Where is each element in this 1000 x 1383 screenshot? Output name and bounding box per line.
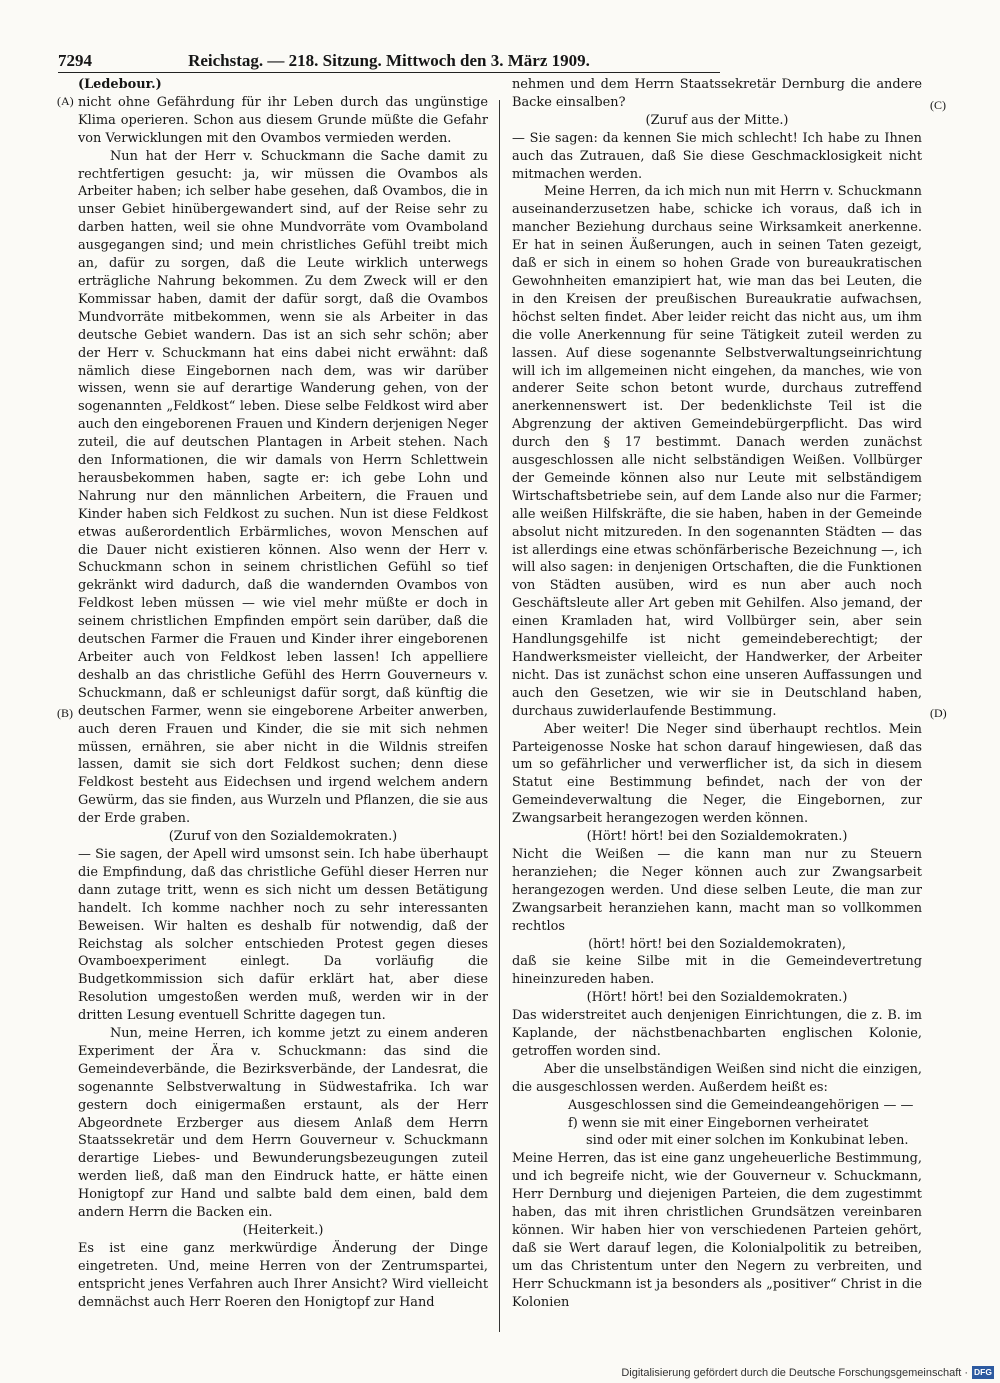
- paragraph: Ausgeschlossen sind die Gemeindeangehörigen — —: [568, 1097, 914, 1113]
- paragraph: (Hört! hört! bei den Sozialdemokraten.): [586, 990, 848, 1006]
- paragraph: (Zuruf aus der Mitte.): [645, 112, 789, 128]
- paragraph: Nun, meine Herren, ich komme jetzt zu einem anderen Experiment der Ära v. Schuckmann: das sind die Gemeindeverbände, die Bezirksverbände, der Landesrat, die sogenannte Selbstverwaltung in Südwestafrika. Ich war gestern doch einigermaßen erstaunt, als der Herr Abgeordnete Erzberger aus diesem Anlaß dem Herrn Staatssekretär und dem Herrn Gouverneur v. Schuckmann derartige Liebes- und Bewunderungsbezeugungen zuteil werden ließ, daß man den Eindruck hatte, er hätte einen Honigtopf zur Hand und salbte bald dem einen, bald dem andern Herrn die Backen ein.: [78, 1026, 488, 1221]
- paragraph: Nicht die Weißen — die kann man nur zu Steuern heranziehen; die Neger können auch zur Zwangsarbeit herangezogen werden. Und diese selben Leute, die man zur Zwangsarbeit heranziehen kann, macht man so vollkommen rechtlos: [512, 846, 922, 934]
- paragraph: (Heiterkeit.): [242, 1223, 324, 1238]
- paragraph: Meine Herren, das ist eine ganz ungeheuerliche Bestimmung, und ich begreife nicht, wie der Gouverneur v. Schuckmann, Herr Dernburg und diejenigen Parteien, die dem zugestimmt haben, das mit ihren christlichen Grundsätzen vereinbaren können. Wir haben hier von verschiedenen Parteien gehört, daß sie Wert darauf legen, die Kolonialpolitik zu betreiben, um das Christentum unter den Negern zu verbreiten, und Herr Schuckmann ist ja besonders als „positiver“ Christ in die Kolonien: [512, 1151, 922, 1310]
- paragraph: nehmen und dem Herrn Staatssekretär Dernburg die andere Backe einsalben?: [512, 77, 922, 110]
- column-divider: [499, 100, 500, 1332]
- paragraph: Es ist eine ganz merkwürdige Änderung der Dinge eingetreten. Und, meine Herren von der Zentrumspartei, entspricht jenes Verfahren auch Ihrer Ansicht? Wird vielleicht demnächst auch Herr Roeren den Honigtopf zur Hand: [78, 1240, 488, 1310]
- paragraph: sind oder mit einer solchen im Konkubinat leben.: [586, 1133, 909, 1149]
- margin-marker-a: (A): [57, 94, 74, 108]
- margin-marker-c: (C): [930, 98, 946, 112]
- running-header: [58, 50, 720, 73]
- paragraph: Aber die unselbständigen Weißen sind nicht die einzigen, die ausgeschlossen werden. Außerdem heißt es:: [512, 1061, 922, 1095]
- paragraph: (hört! hört! bei den Sozialdemokraten),: [588, 936, 846, 952]
- paragraph: (Ledebour.): [78, 77, 162, 92]
- paragraph: — Sie sagen, der Apell wird umsonst sein. Ich habe überhaupt die Empfindung, daß das christliche Gefühl dieser Herren nur dann zutage tritt, wenn es sich nicht um dessen Betätigung handelt. Ich komme nachher noch zu sehr interessanten Beweisen. Wir halten es deshalb für notwendig, daß der Reichstag als solcher entschieden Protest gegen dieses Ovamboexperiment einlegt. Da vorläufig die Budgetkommission sich dafür erklärt hat, aber diese Resolution umgestoßen werden muß, werden wir in der dritten Lesung eventuell Schritte dagegen tun.: [78, 846, 488, 1024]
- right-text-column: [512, 76, 922, 1356]
- paragraph: Meine Herren, da ich mich nun mit Herrn v. Schuckmann auseinanderzusetzen habe, schicke ich voraus, daß ich in mancher Beziehung durchaus seine Wirksamkeit anerkenne. Er hat in seinen Äußerungen, auch in seinen Taten gezeigt, daß er sich in einem so hohen Grade von bureaukratischen Gewohnheiten emanzipiert hat, wie man das bei Leuten, die in den Kreisen der preußischen Bureaukratie aufwachsen, höchst selten findet. Aber leider reicht das nicht aus, um ihm die volle Anerkennung für seine Tätigkeit zuteil werden zu lassen. Auf diese sogenannte Selbstverwaltungseinrichtung will ich im allgemeinen nicht eingehen, da manches, wie von anderer Seite schon betont wurde, durchaus zutreffend anerkennenswert ist. Der bedenklichste Teil ist die Abgrenzung der aktiven Gemeindebürgerpflicht. Das wird durch den § 17 bestimmt. Danach werden zunächst ausgeschlossen alle nicht selbständigen Weißen. Vollbürger der Gemeinde können also nur Leute mit selbständigem Wirtschaftsbetriebe sein, auf dem Lande also nur die Farmer; alle weißen Hilfskräfte, die sie haben, haben in der Gemeinde absolut nicht mitzureden. In den sogenannten Städten — das ist allerdings eine etwas schönfärberische Bezeichnung —, ich will also sagen: in denjenigen Ortschaften, die die Funktionen von Städten ausüben, wird es nun aber auch noch Geschäftsleute aller Art geben mit Gehilfen. Also jemand, der einen Kramladen hat, wird Vollbürger sein, aber sein Handlungsgehilfe ist nicht gemeindeberechtigt; der Handwerksmeister vielleicht, der Handwerker, der Arbeiter nicht. Das ist zunächst schon eine unseren Auffassungen und auch den Gesetzen, wie wir sie in Deutschland haben, durchaus zuwiderlaufende Bestimmung.: [512, 184, 922, 719]
- running-title: Reichstag. — 218. Sitzung. Mittwoch den 3. März 1909.: [188, 51, 590, 70]
- dfg-logo-icon: DFG: [974, 1367, 992, 1377]
- left-text-column: [78, 76, 488, 1356]
- paragraph: (Zuruf von den Sozialdemokraten.): [168, 829, 398, 845]
- margin-marker-b: (B): [57, 706, 73, 720]
- paragraph: nicht ohne Gefährdung für ihr Leben durch das ungünstige Klima operieren. Schon aus diesem Grunde müßte die Gefahr von Verwicklungen mit den Ovambos vermieden werden.: [78, 94, 488, 146]
- paragraph: Nun hat der Herr v. Schuckmann die Sache damit zu rechtfertigen gesucht: ja, wir müssen die Ovambos als Arbeiter haben; ich selber habe gesehen, daß Ovambos, die in unser Gebiet hinübergewandert sind, auf der Reise sehr zu darben hatten, weil sie ohne Mundvorräte vom Ovamboland ausgegangen sind; und mein christliches Gefühl treibt mich an, dafür zu sorgen, daß die Leute wirklich unterwegs erträgliche Nahrung bekommen. Zu dem Zweck will er den Kommissar haben, damit der dafür sorgt, daß die Ovambos Mundvorräte mitbekommen, wenn sie als Arbeiter in das deutsche Gebiet wandern. Das ist an sich sehr schön; aber der Herr v. Schuckmann hat eins dabei nicht erwähnt: daß nämlich diese Eingebornen nach dem, was wir darüber wissen, wenn sie auf derartige Wanderung gehen, von der sogenannten „Feldkost“ leben. Diese selbe Feldkost wird aber auch den eingeborenen Frauen und Kindern derjenigen Neger zuteil, die auf deutschen Plantagen in Arbeit stehen. Nach den Informationen, die wir damals von Herrn Schlettwein herausbekommen haben, sagte er: ich gebe Lohn und Nahrung nur den männlichen Arbeitern, die Frauen und Kinder haben sich Feldkost zu suchen. Nun ist diese Feldkost etwas außerordentlich Erbärmliches, wovon Menschen auf die Dauer nicht existieren können. Also wenn der Herr v. Schuckmann schon in seinem christlichen Gefühl so tief gekränkt wird dadurch, daß die wandernden Ovambos von Feldkost leben müssen — wie viel mehr müßte er doch in seinem christlichen Empfinden empört sein darüber, daß die deutschen Farmer die Frauen und Kinder ihrer eingeborenen Arbeiter auch von Feldkost leben lassen! Ich appelliere deshalb an das christliche Gefühl des Herrn Gouverneurs v. Schuckmann, daß er schleunigst dafür sorgt, daß künftig die deutschen Farmer, wenn sie eingeborene Arbeiter anwerben, auch deren Frauen und Kinder, die sie mit sich nehmen müssen, ernähren, sie aber nicht in die Wildnis streifen lassen, damit sie sich dort Feldkost suchen; denn diese Feldkost besteht aus Eidechsen und irgend welchem andern Gewürm, das sie finden, aus Wurzeln und Pflanzen, die sie aus der Erde graben.: [78, 148, 488, 827]
- paragraph: daß sie keine Silbe mit in die Gemeindevertretung hineinzureden haben.: [512, 954, 922, 988]
- paragraph: Das widerstreitet auch denjenigen Einrichtungen, die z. B. im Kaplande, der nächstbenachbarten englischen Kolonie, getroffen worden sind.: [512, 1008, 922, 1059]
- paragraph: f) wenn sie mit einer Eingebornen verheiratet: [568, 1115, 869, 1131]
- paragraph: — Sie sagen: da kennen Sie mich schlecht! Ich habe zu Ihnen auch das Zutrauen, daß Sie diese Geschmacklosigkeit nicht mitmachen werden.: [512, 130, 922, 182]
- margin-marker-d: (D): [930, 706, 947, 720]
- paragraph: Aber weiter! Die Neger sind überhaupt rechtlos. Mein Parteigenosse Noske hat schon darauf hingewiesen, daß das um so gefährlicher und verwerflicher ist, da sich in diesem Statut eine Bestimmung befindet, nach der von der Gemeindeverwaltung die Neger, die Eingebornen, zur Zwangsarbeit herangezogen werden können.: [512, 721, 922, 827]
- paragraph: (Hört! hört! bei den Sozialdemokraten.): [586, 829, 848, 845]
- page-number: 7294: [58, 51, 92, 70]
- digitization-footer: [621, 1366, 994, 1379]
- footer-credit: Digitalisierung gefördert durch die Deutsche Forschungsgemeinschaft ·: [621, 1366, 969, 1379]
